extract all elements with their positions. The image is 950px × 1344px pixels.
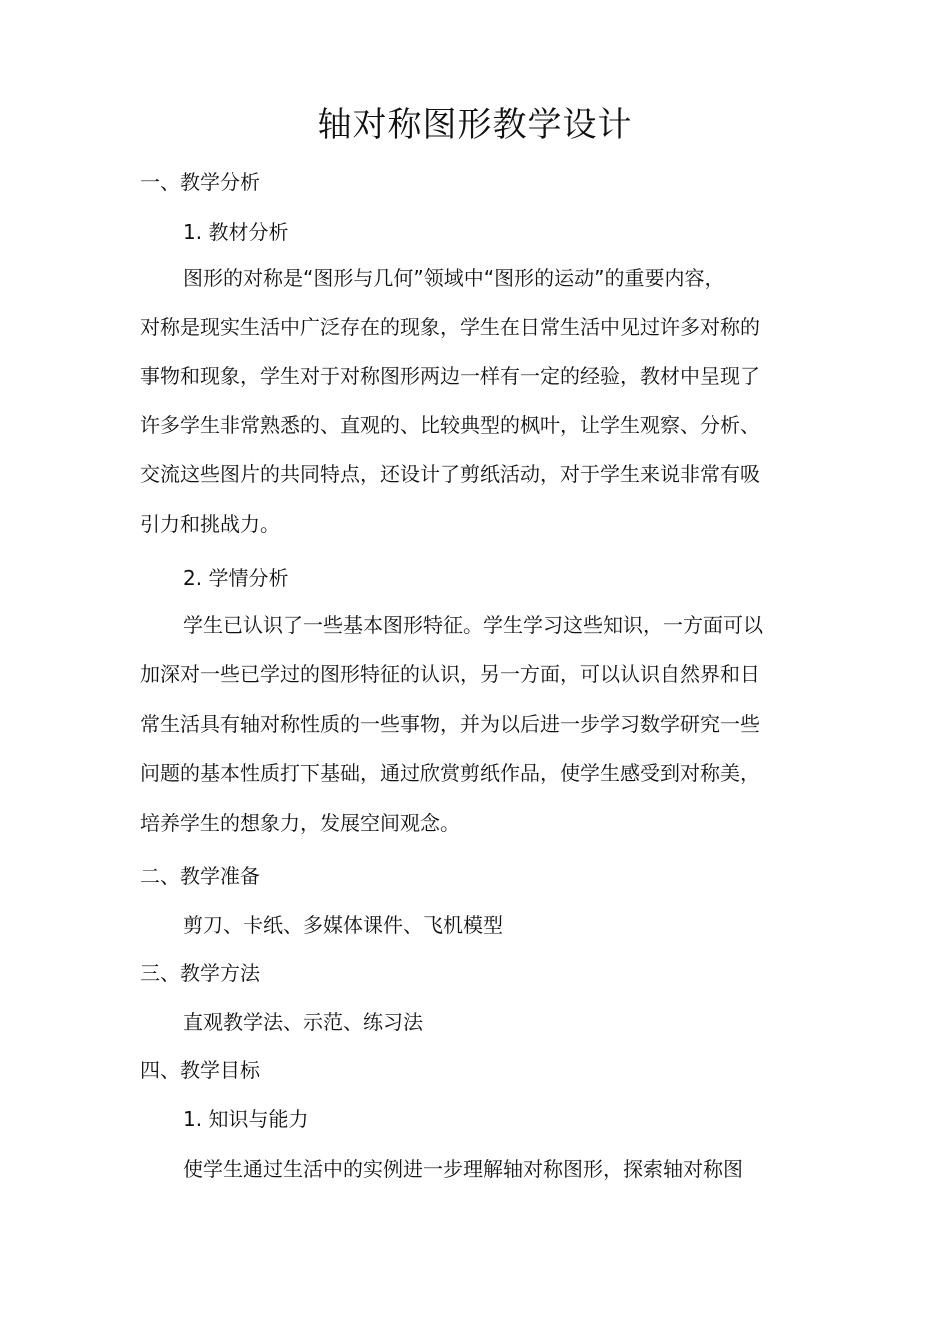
subsection-heading: 1. 教材分析 bbox=[183, 220, 289, 244]
paragraph-line: 交流这些图片的共同特点，还设计了剪纸活动，对于学生来说非常有吸 bbox=[140, 462, 760, 486]
paragraph-line: 对称是现实生活中广泛存在的现象，学生在日常生活中见过许多对称的 bbox=[140, 315, 760, 339]
section-heading: 三、教学方法 bbox=[140, 961, 260, 985]
paragraph-line: 问题的基本性质打下基础，通过欣赏剪纸作品，使学生感受到对称美， bbox=[140, 761, 760, 785]
subsection-heading: 1. 知识与能力 bbox=[183, 1107, 309, 1131]
section-heading: 二、教学准备 bbox=[140, 864, 260, 888]
paragraph-line: 许多学生非常熟悉的、直观的、比较典型的枫叶，让学生观察、分析、 bbox=[140, 413, 760, 437]
paragraph-line: 培养学生的想象力，发展空间观念。 bbox=[140, 811, 460, 835]
paragraph-line: 常生活具有轴对称性质的一些事物，并为以后进一步学习数学研究一些 bbox=[140, 712, 760, 736]
section-heading: 四、教学目标 bbox=[140, 1058, 260, 1082]
paragraph-line: 引力和挑战力。 bbox=[140, 512, 280, 536]
section-heading: 一、教学分析 bbox=[140, 170, 260, 194]
paragraph-line: 直观教学法、示范、练习法 bbox=[183, 1010, 423, 1034]
paragraph-line: 加深对一些已学过的图形特征的认识，另一方面，可以认识自然界和日 bbox=[140, 662, 760, 686]
paragraph-line: 事物和现象，学生对于对称图形两边一样有一定的经验，教材中呈现了 bbox=[140, 364, 760, 388]
paragraph-line: 图形的对称是“图形与几何”领域中“图形的运动”的重要内容， bbox=[183, 266, 725, 290]
paragraph-line: 使学生通过生活中的实例进一步理解轴对称图形，探索轴对称图 bbox=[183, 1157, 743, 1181]
document-title: 轴对称图形教学设计 bbox=[317, 105, 633, 145]
subsection-heading: 2. 学情分析 bbox=[183, 566, 289, 590]
paragraph-line: 学生已认识了一些基本图形特征。学生学习这些知识，一方面可以 bbox=[183, 613, 763, 637]
paragraph-line: 剪刀、卡纸、多媒体课件、飞机模型 bbox=[183, 913, 503, 937]
